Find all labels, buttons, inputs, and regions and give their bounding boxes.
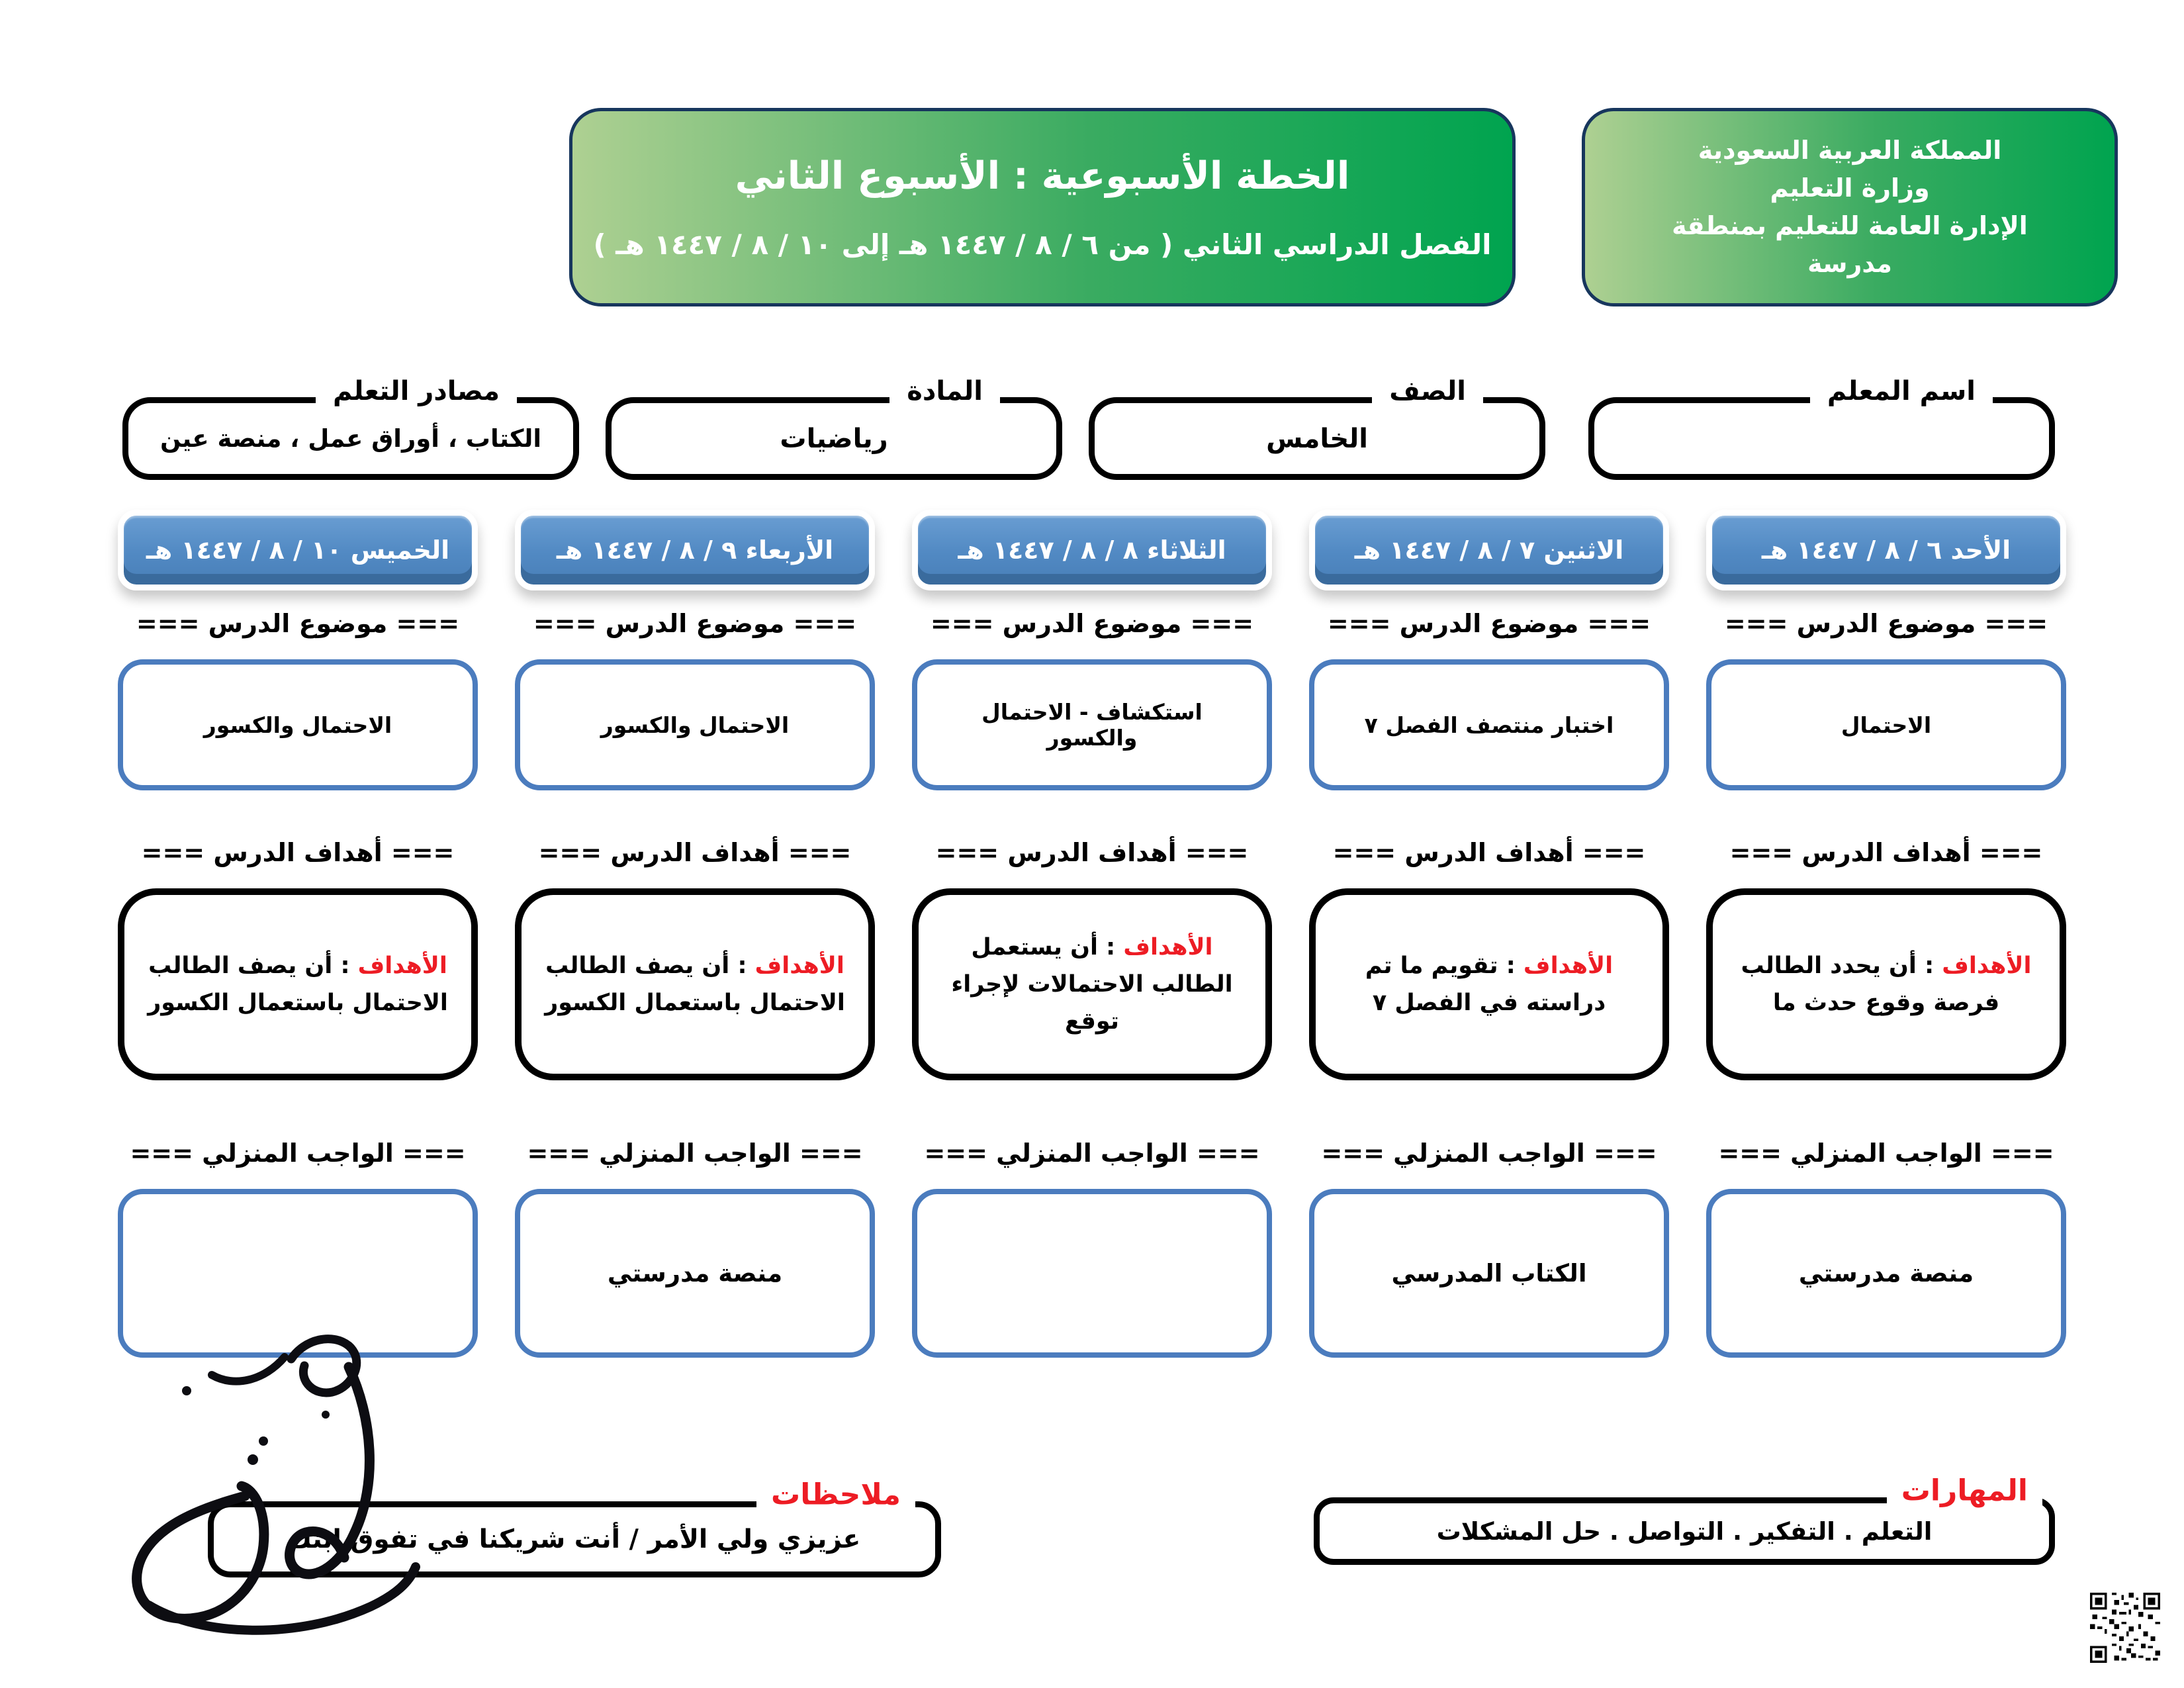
- objectives-section-header: === أهداف الدرس ===: [1729, 838, 2043, 867]
- page-subtitle: الفصل الدراسي الثاني ( من ٦ / ٨ / ١٤٤٧ هـ إلى ١٠ / ٨ / ١٤٤٧ هـ ): [593, 228, 1492, 261]
- homework-box: [1706, 1189, 2066, 1358]
- day-column-monday: [1309, 510, 1669, 1358]
- objective-value: أن يصف الطالب الاحتمال باستعمال الكسور: [545, 953, 845, 1016]
- day-header-monday: الاثنين ٧ / ٨ / ١٤٤٧ هـ: [1309, 510, 1669, 590]
- objectives-separator: :: [1498, 953, 1524, 979]
- objectives-prefix: الأهداف: [357, 953, 447, 979]
- day-header-wednesday: الأربعاء ٩ / ٨ / ١٤٤٧ هـ: [515, 510, 875, 590]
- learning-resources-label: مصادر التعلم: [316, 376, 517, 406]
- homework-box: [912, 1189, 1272, 1358]
- topic-text: الاحتمال: [1841, 712, 1932, 738]
- teacher-name-field: [1588, 375, 2055, 480]
- objective-value: أن يصف الطالب الاحتمال باستعمال الكسور: [148, 953, 448, 1016]
- objectives-text: [1734, 947, 2038, 1021]
- notes-box: [208, 1477, 941, 1577]
- topic-section-header: === موضوع الدرس ===: [136, 609, 460, 638]
- days-grid: [118, 510, 2066, 1358]
- teacher-name-label: اسم المعلم: [1810, 376, 1993, 406]
- topic-text: استكشاف - الاحتمال والكسور: [981, 699, 1203, 751]
- day-column-wednesday: [515, 510, 875, 1358]
- ministry-line-administration: الإدارة العامة للتعليم بمنطقة: [1672, 211, 2028, 240]
- topic-box: [515, 659, 875, 790]
- topic-box: [1309, 659, 1669, 790]
- topic-box: [1706, 659, 2066, 790]
- objectives-prefix: الأهداف: [1123, 934, 1213, 961]
- objectives-text: [543, 947, 847, 1021]
- skills-value: التعلم . التفكير . التواصل . حل المشكلات: [1436, 1517, 1933, 1546]
- topic-text: اختبار منتصف الفصل ٧: [1364, 712, 1614, 738]
- day-header-tuesday: الثلاثاء ٨ / ٨ / ١٤٤٧ هـ: [912, 510, 1272, 590]
- objectives-prefix: الأهداف: [1523, 953, 1614, 979]
- notes-value: عزيزي ولي الأمر / أنت شريكنا في تفوق ابنك: [288, 1524, 861, 1554]
- objective-value: تقويم ما تم دراسته في الفصل ٧: [1365, 953, 1606, 1016]
- day-header-thursday: الخميس ١٠ / ٨ / ١٤٤٧ هـ: [118, 510, 478, 590]
- class-field: [1089, 375, 1545, 480]
- objectives-separator: :: [729, 953, 755, 979]
- objectives-text: [146, 947, 450, 1021]
- qr-code-icon: [2090, 1593, 2160, 1663]
- ministry-line-country: المملكة العربية السعودية: [1698, 136, 2002, 165]
- objective-value: أن يحدد الطالب فرصة وقوع حدث ما: [1741, 953, 2000, 1016]
- objectives-section-header: === أهداف الدرس ===: [538, 838, 852, 867]
- ministry-header-box: [1582, 108, 2118, 306]
- homework-section-header: === الواجب المنزلي ===: [1321, 1139, 1657, 1168]
- page-title: الخطة الأسبوعية : الأسبوع الثاني: [735, 154, 1350, 198]
- homework-section-header: === الواجب المنزلي ===: [924, 1139, 1260, 1168]
- objectives-text: [940, 929, 1244, 1040]
- topic-text: الاحتمال والكسور: [203, 712, 392, 738]
- plan-title-box: [569, 108, 1516, 306]
- homework-section-header: === الواجب المنزلي ===: [1718, 1139, 2054, 1168]
- objectives-prefix: الأهداف: [1942, 953, 2032, 979]
- topic-text: الاحتمال والكسور: [600, 712, 790, 738]
- skills-box: [1314, 1474, 2055, 1565]
- objectives-box: [118, 888, 478, 1080]
- topic-section-header: === موضوع الدرس ===: [930, 609, 1254, 638]
- topic-section-header: === موضوع الدرس ===: [1724, 609, 2048, 638]
- homework-text: الكتاب المدرسي: [1391, 1259, 1587, 1288]
- objectives-separator: :: [332, 953, 358, 979]
- objectives-box: [1309, 888, 1669, 1080]
- notes-label: ملاحظات: [756, 1477, 915, 1511]
- objectives-separator: :: [1097, 934, 1124, 961]
- objectives-section-header: === أهداف الدرس ===: [935, 838, 1249, 867]
- homework-box: [1309, 1189, 1669, 1358]
- objectives-box: [912, 888, 1272, 1080]
- objectives-section-header: === أهداف الدرس ===: [1332, 838, 1646, 867]
- subject-field: [606, 375, 1062, 480]
- signature-scribble: [86, 1327, 430, 1638]
- learning-resources-field: [122, 375, 579, 480]
- class-label: الصف: [1372, 376, 1483, 406]
- homework-text: منصة مدرستي: [607, 1259, 783, 1288]
- ministry-line-ministry: وزارة التعليم: [1770, 173, 1930, 203]
- homework-section-header: === الواجب المنزلي ===: [130, 1139, 466, 1168]
- homework-section-header: === الواجب المنزلي ===: [527, 1139, 863, 1168]
- objectives-box: [1706, 888, 2066, 1080]
- learning-resources-value: الكتاب ، أوراق عمل ، منصة عين: [159, 424, 542, 453]
- homework-text: منصة مدرستي: [1798, 1259, 1974, 1288]
- objectives-prefix: الأهداف: [754, 953, 844, 979]
- topic-section-header: === موضوع الدرس ===: [1327, 609, 1651, 638]
- objective-value: أن يستعمل الطالب الاحتمالات لإجراء توقع: [951, 934, 1233, 1035]
- topic-section-header: === موضوع الدرس ===: [533, 609, 857, 638]
- objectives-section-header: === أهداف الدرس ===: [141, 838, 455, 867]
- day-column-thursday: [118, 510, 478, 1358]
- day-header-sunday: الأحد ٦ / ٨ / ١٤٤٧ هـ: [1706, 510, 2066, 590]
- topic-box: [118, 659, 478, 790]
- objectives-text: [1337, 947, 1641, 1021]
- day-column-sunday: [1706, 510, 2066, 1358]
- subject-label: المادة: [889, 376, 1000, 406]
- homework-box: [515, 1189, 875, 1358]
- day-column-tuesday: [912, 510, 1272, 1358]
- class-value: الخامس: [1266, 423, 1368, 454]
- objectives-box: [515, 888, 875, 1080]
- skills-label: المهارات: [1887, 1474, 2042, 1507]
- homework-box: [118, 1189, 478, 1358]
- topic-box: [912, 659, 1272, 790]
- subject-value: رياضيات: [780, 423, 888, 454]
- ministry-line-school: مدرسة: [1807, 249, 1892, 278]
- objectives-separator: :: [1916, 953, 1942, 979]
